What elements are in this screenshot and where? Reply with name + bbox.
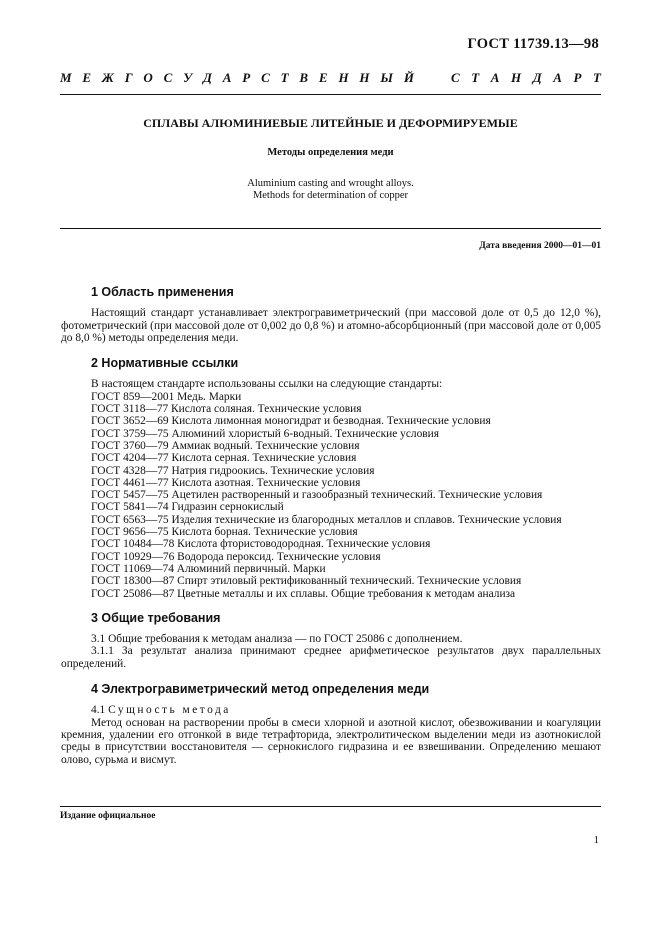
banner-letter: Г xyxy=(124,70,133,85)
banner-letter: У xyxy=(183,70,193,85)
banner-letter: Е xyxy=(82,70,92,85)
section-heading-references: 2 Нормативные ссылки xyxy=(91,356,239,371)
subsection-title: Сущность метода xyxy=(108,704,231,717)
banner-letter: Р xyxy=(242,70,251,85)
method-principle-paragraph: Метод основан на растворении пробы в смеси хлорной и азотной кислот, обезвоживании и коагуляции кремния, удалении его отгонкой в виде тетрафторида, электролитическом выделении меди из азотнокислой среды в присутствии восстановителя — сернокислого гидразина и ее взвешивании. Определению мешают олово, сурьма и висмут. xyxy=(61,716,601,766)
reference-item: ГОСТ 11069—74 Алюминий первичный. Марки xyxy=(91,562,326,575)
banner-letter: М xyxy=(60,70,72,85)
reference-item: ГОСТ 10929—76 Водорода пероксид. Технические условия xyxy=(91,550,381,563)
banner-letter: О xyxy=(143,70,153,85)
general-req-3-1-1: 3.1.1 За результат анализа принимают среднее арифметическое результатов двух параллельных определений. xyxy=(61,645,601,670)
banner-letter: Т xyxy=(592,70,601,85)
top-rule xyxy=(60,94,601,95)
banner-letter: Е xyxy=(318,70,328,85)
scope-paragraph: Настоящий стандарт устанавливает электрогравиметрический (при массовой доле от 0,5 до 12,0 %), фотометрический (при массовой доле от 0,002 до 0,8 %) и атомно-абсорбционный (при массовой доле от 0,005 до 8,0 %) методы определения меди. xyxy=(61,307,601,344)
banner-letter: Т xyxy=(471,70,480,85)
reference-item: ГОСТ 18300—87 Спирт этиловый ректификованный технический. Технические условия xyxy=(91,575,522,588)
reference-item: ГОСТ 3760—79 Аммиак водный. Технические условия xyxy=(91,439,360,452)
banner-letter: Н xyxy=(359,70,370,85)
section-heading-general: 3 Общие требования xyxy=(91,610,221,625)
introduction-date: Дата введения 2000—01—01 xyxy=(479,241,601,251)
banner-letter: Ы xyxy=(380,70,393,85)
banner-word-standard xyxy=(451,70,601,86)
references-list xyxy=(91,378,601,599)
reference-item: ГОСТ 3759—75 Алюминий хлористый 6-водный. Технические условия xyxy=(91,427,439,440)
banner-letter: Й xyxy=(403,70,414,85)
banner-letter: А xyxy=(553,70,562,85)
banner-letter: Д xyxy=(532,70,542,85)
section-heading-electrogravimetric: 4 Электрогравиметрический метод определения меди xyxy=(91,682,430,697)
banner-letter: Н xyxy=(338,70,349,85)
reference-item: ГОСТ 4328—77 Натрия гидроокись. Технические условия xyxy=(91,464,375,477)
banner-letter: С xyxy=(261,70,270,85)
reference-item: ГОСТ 9656—75 Кислота борная. Технические условия xyxy=(91,526,358,539)
subsection-4-1 xyxy=(61,704,601,716)
reference-item: ГОСТ 3652—69 Кислота лимонная моногидрат и безводная. Технические условия xyxy=(91,415,491,428)
reference-item: ГОСТ 4461—77 Кислота азотная. Технические условия xyxy=(91,476,361,489)
section-heading-scope: 1 Область применения xyxy=(91,285,234,299)
middle-rule xyxy=(60,228,601,229)
reference-item: ГОСТ 3118—77 Кислота соляная. Технические условия xyxy=(91,403,362,416)
reference-item: ГОСТ 5841—74 Гидразин сернокислый xyxy=(91,501,284,514)
official-edition-label: Издание официальное xyxy=(60,811,156,821)
banner-letter: С xyxy=(163,70,173,85)
english-title-line: Aluminium casting and wrought alloys. xyxy=(247,178,414,189)
banner-word-interstate xyxy=(60,70,414,86)
reference-item: ГОСТ 10484—78 Кислота фтористоводородная. Технические условия xyxy=(91,538,431,551)
reference-item: ГОСТ 4204—77 Кислота серная. Технические условия xyxy=(91,452,357,465)
banner-letter: В xyxy=(299,70,309,85)
reference-item: ГОСТ 5457—75 Ацетилен растворенный и газообразный технический. Технические условия xyxy=(91,489,543,502)
banner-letter: Н xyxy=(511,70,522,85)
footer-rule xyxy=(60,806,601,807)
banner-letter: Р xyxy=(573,70,582,85)
subsection-number: 4.1 xyxy=(91,704,106,717)
reference-items xyxy=(91,391,601,600)
document-title: СПЛАВЫ АЛЮМИНИЕВЫЕ ЛИТЕЙНЫЕ И ДЕФОРМИРУЕМЫЕ xyxy=(143,116,518,130)
banner-letter: Т xyxy=(280,70,289,85)
document-subtitle: Методы определения меди xyxy=(267,147,394,158)
doc-number: ГОСТ 11739.13—98 xyxy=(467,36,599,52)
references-intro: В настоящем стандарте использованы ссылки на следующие стандарты: xyxy=(91,378,443,391)
banner-letter: С xyxy=(451,70,460,85)
document-body xyxy=(61,285,601,766)
reference-item: ГОСТ 6563—75 Изделия технические из благородных металлов и сплавов. Технические условия xyxy=(91,513,562,526)
reference-item: ГОСТ 859—2001 Медь. Марки xyxy=(91,390,242,403)
banner-letter: А xyxy=(490,70,500,85)
reference-item: ГОСТ 25086—87 Цветные металлы и их сплавы. Общие требования к методам анализа xyxy=(91,587,516,600)
page-number: 1 xyxy=(593,834,599,846)
general-req-3-1: 3.1 Общие требования к методам анализа — по ГОСТ 25086 с дополнением. xyxy=(91,633,463,646)
english-title-line: Methods for determination of copper xyxy=(252,190,409,201)
standard-banner xyxy=(60,70,601,86)
english-title xyxy=(0,178,661,202)
banner-letter: Д xyxy=(203,70,212,85)
banner-letter: А xyxy=(222,70,232,85)
banner-letter: Ж xyxy=(101,70,114,85)
